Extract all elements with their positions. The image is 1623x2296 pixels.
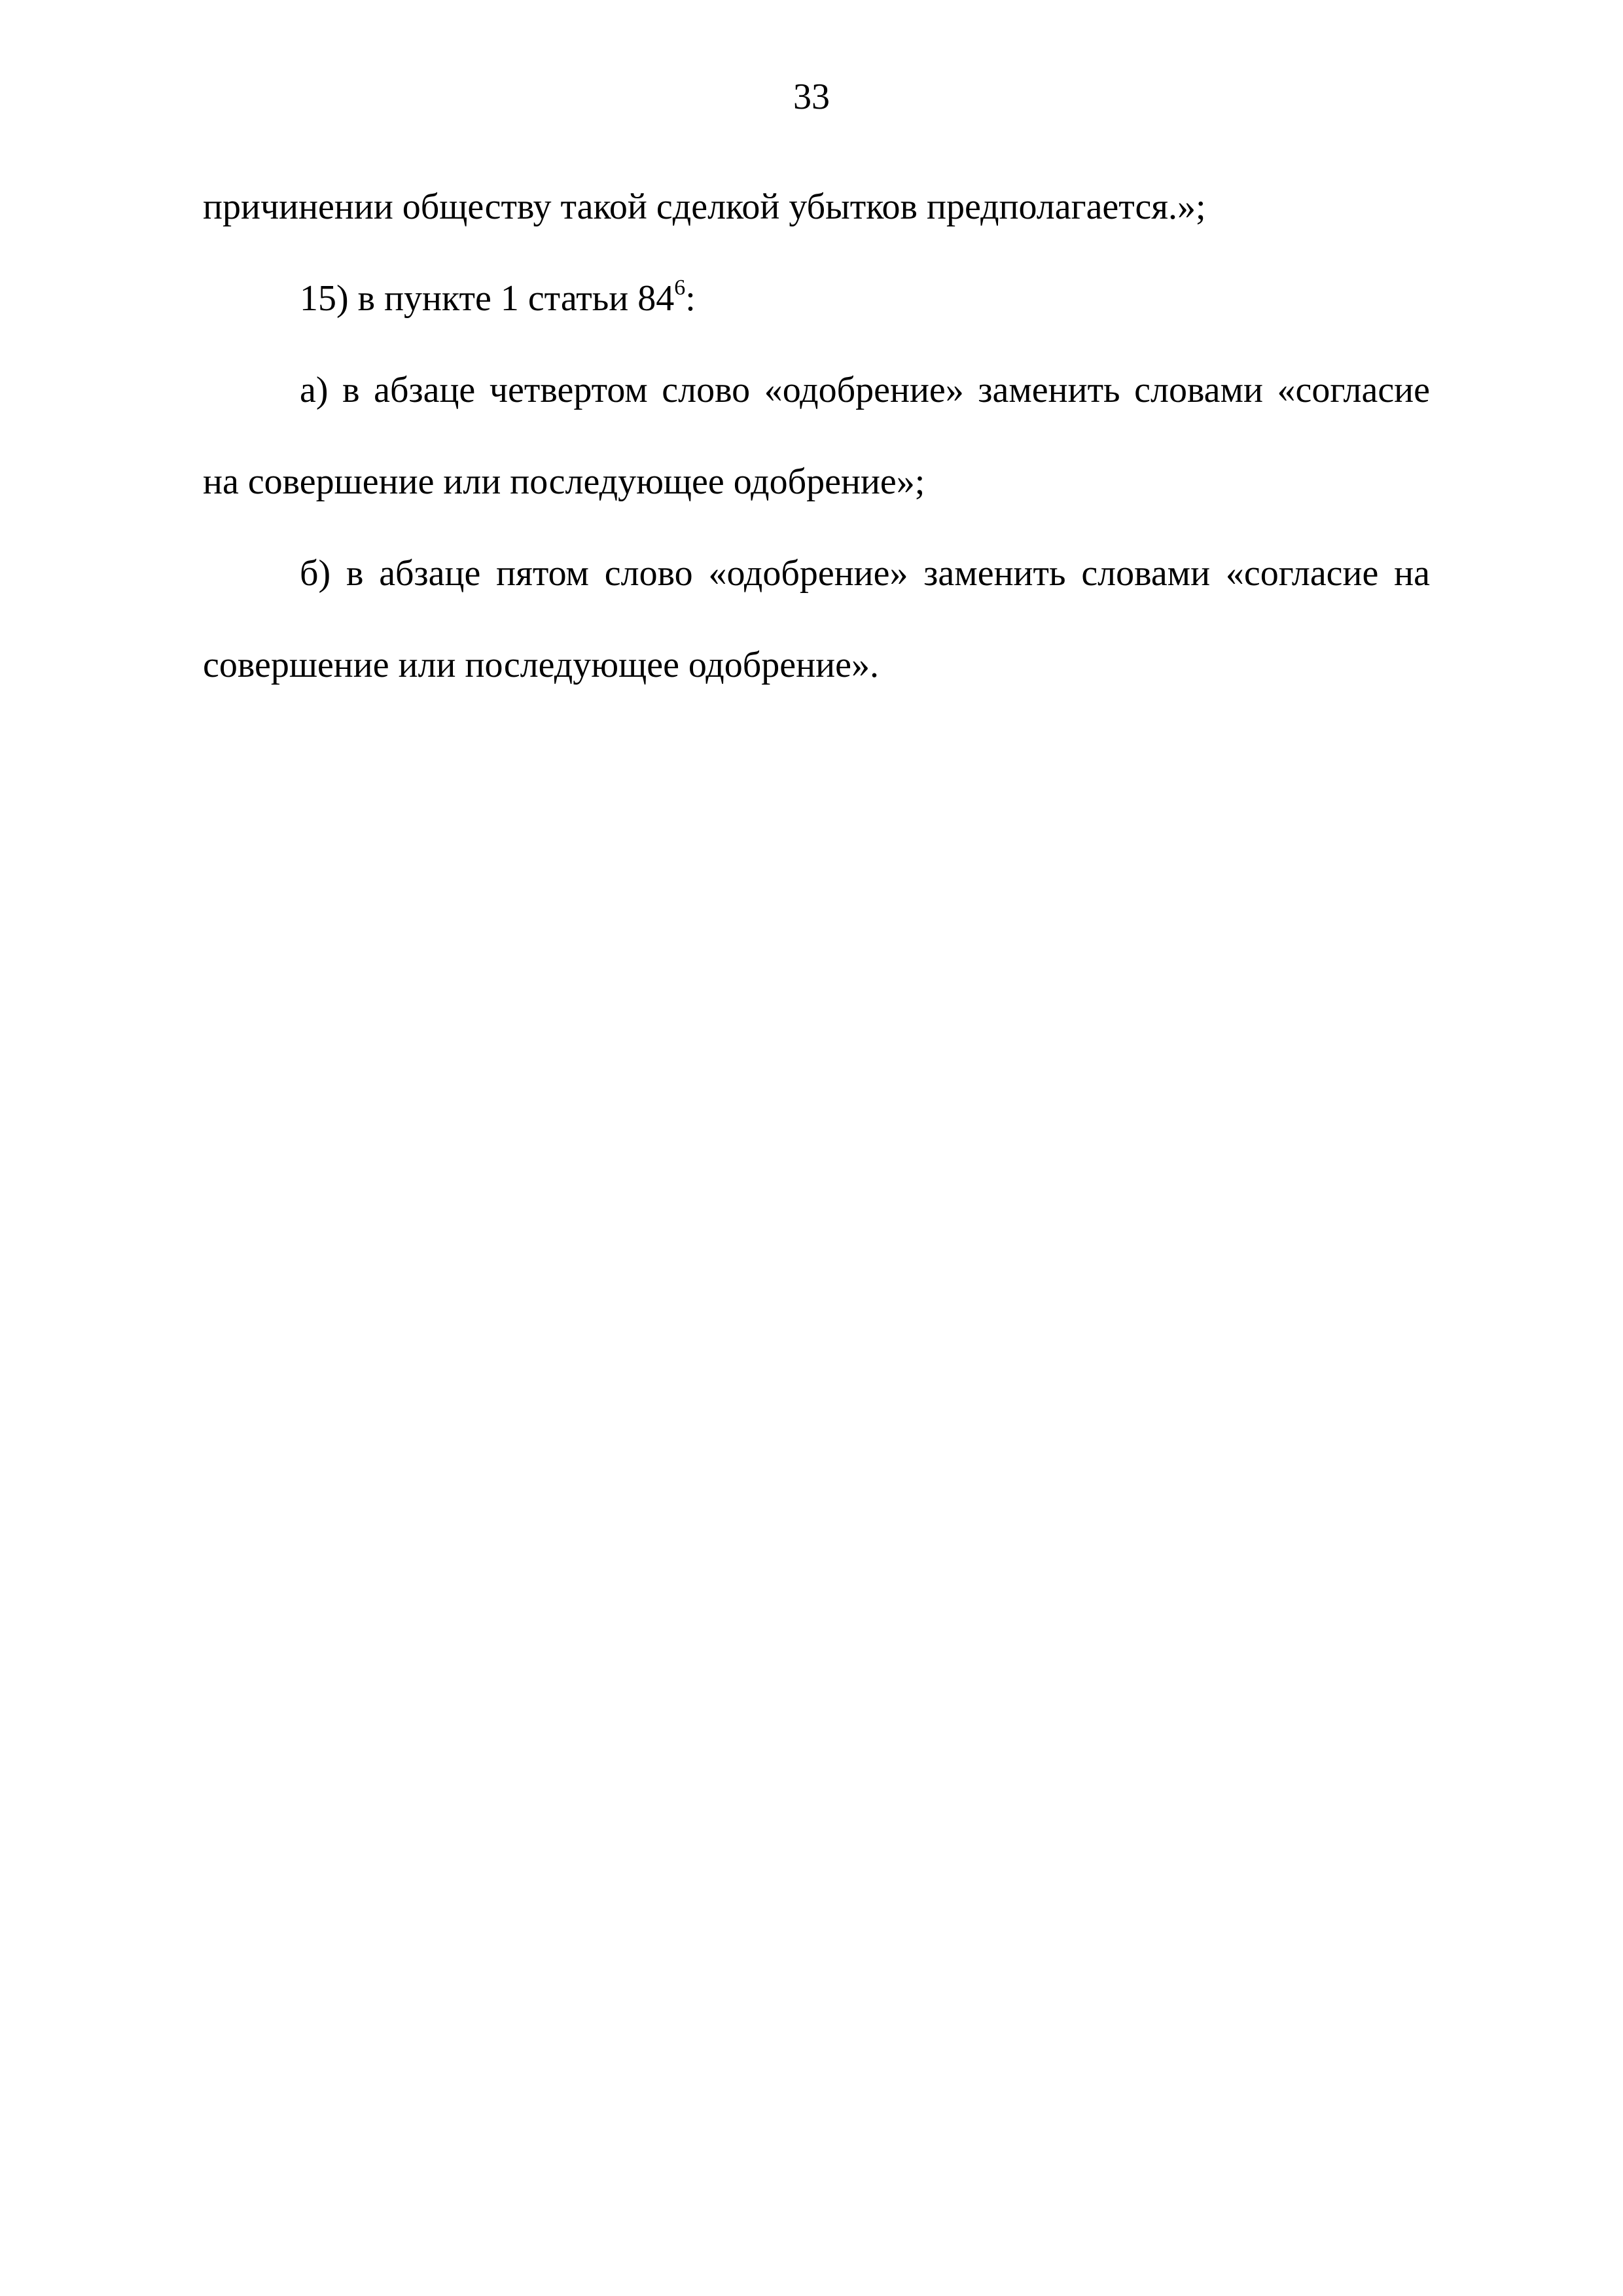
- paragraph-subitem-a: а) в абзаце четвертом слово «одобрение» заменить словами «согласие на совершение или последующее одобрение»;: [203, 370, 1430, 502]
- article-superscript: 6: [674, 276, 686, 300]
- paragraph-item-15: [203, 253, 1430, 344]
- document-body: [203, 161, 1430, 711]
- page-number: 33: [793, 77, 830, 117]
- paragraph-continuation: причинении обществу такой сделкой убытков предполагается.»;: [203, 187, 1206, 227]
- paragraph-item-15-text: 15) в пункте 1 статьи 84: [300, 278, 675, 319]
- paragraph-item-15-suffix: :: [685, 278, 696, 319]
- paragraph-subitem-b: б) в абзаце пятом слово «одобрение» заменить словами «согласие на совершение или последующее одобрение».: [203, 553, 1430, 685]
